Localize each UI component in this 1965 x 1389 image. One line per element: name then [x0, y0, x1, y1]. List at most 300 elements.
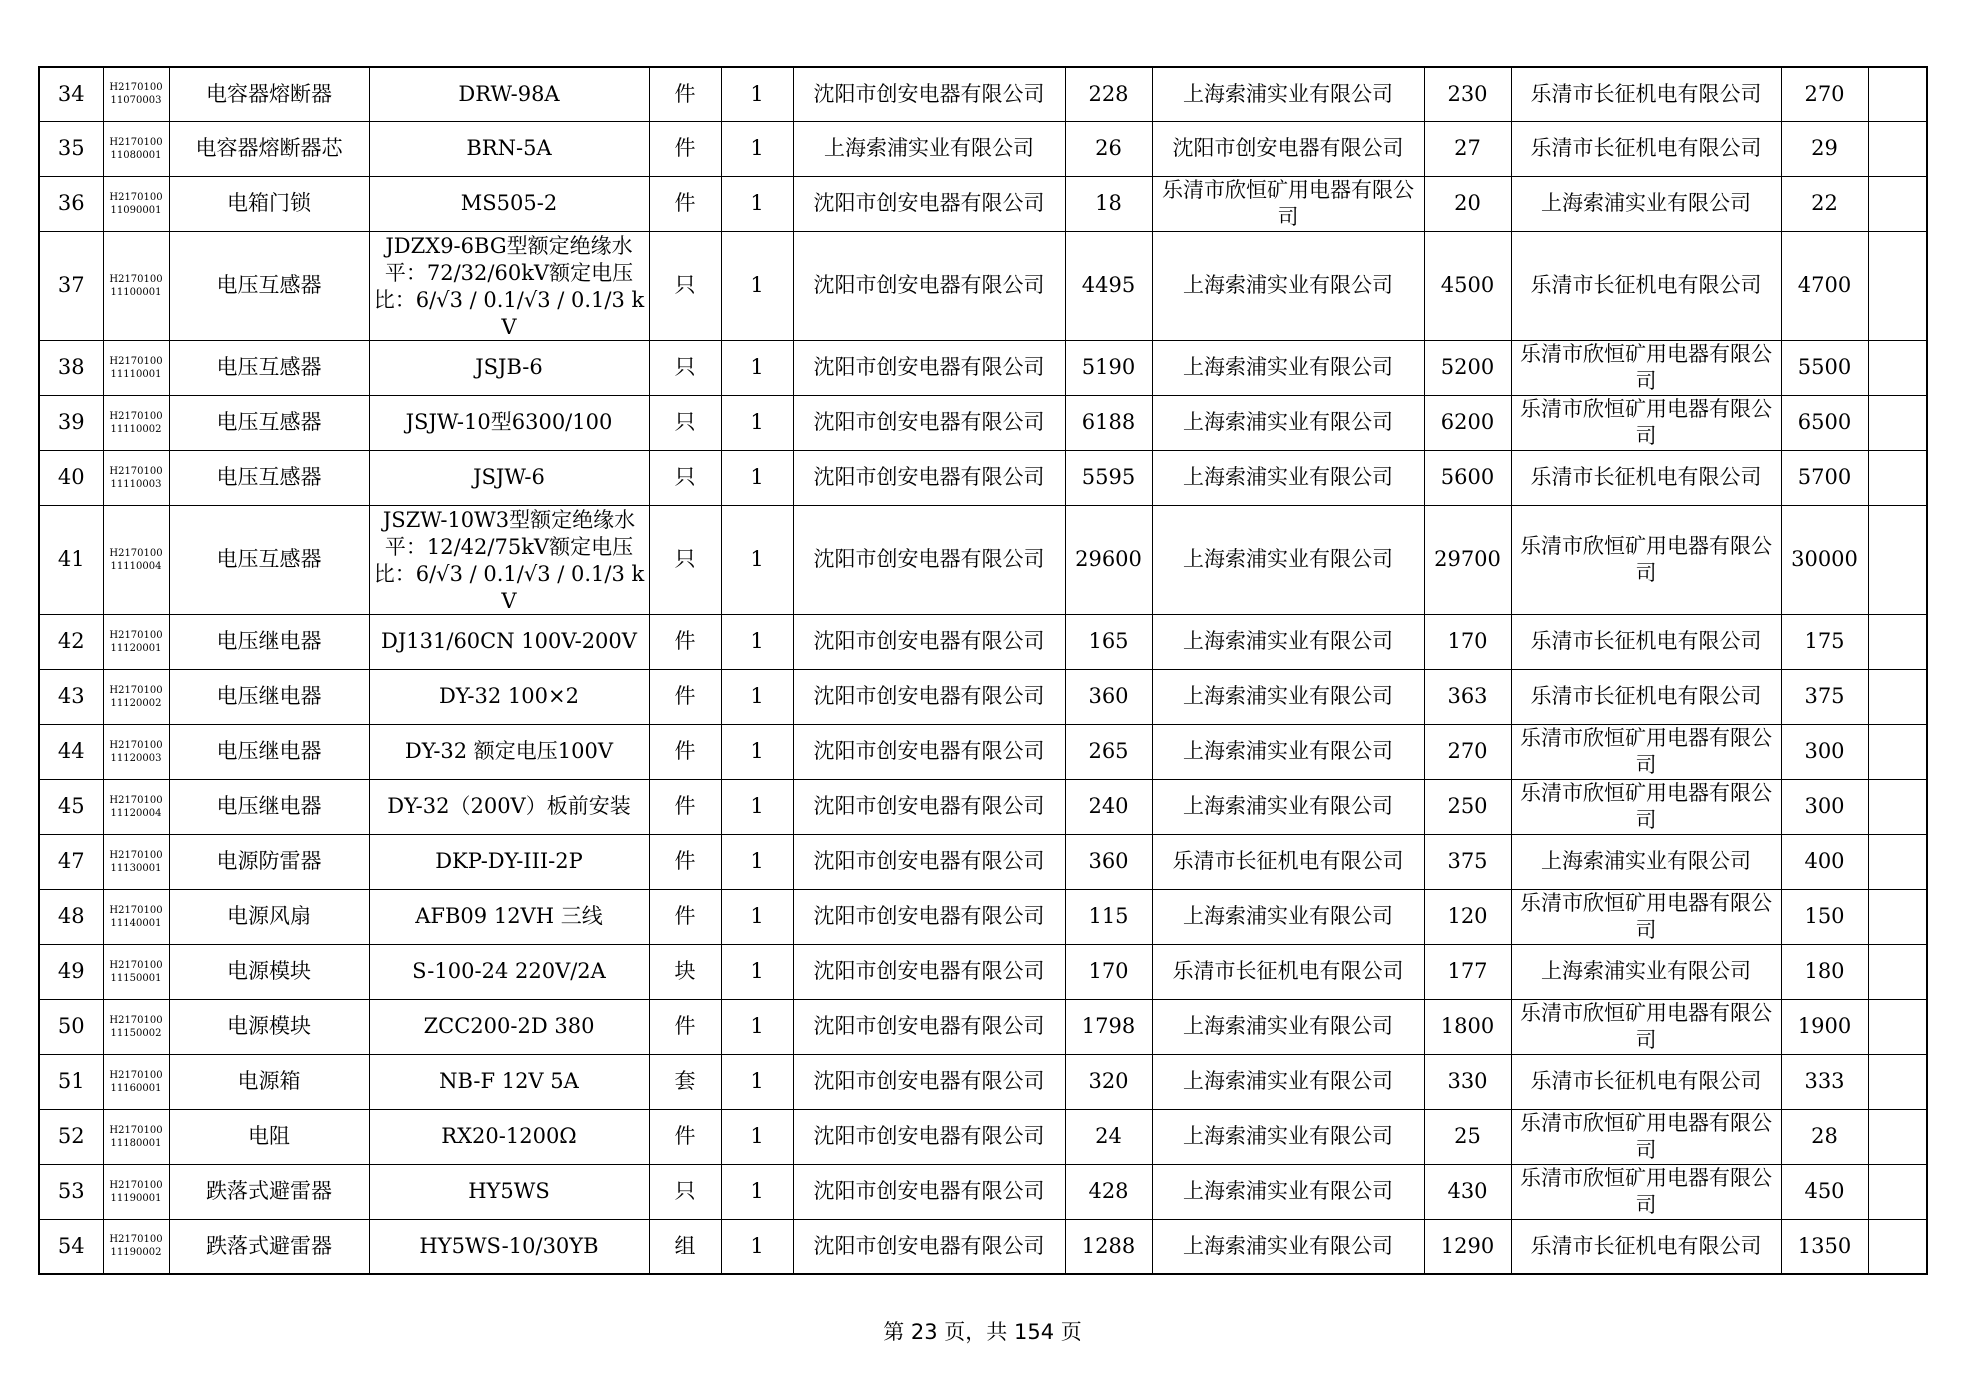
- supplier-3-cell: [1511, 505, 1781, 614]
- row-number-cell: [39, 231, 103, 340]
- remark-cell: [1868, 1054, 1927, 1109]
- price-1-cell: [1065, 999, 1152, 1054]
- price-3: 375: [1804, 684, 1845, 708]
- supplier-1-cell: [793, 340, 1065, 395]
- supplier-3-cell: [1511, 395, 1781, 450]
- price-3: 450: [1804, 1179, 1845, 1203]
- supplier-3: 乐清市欣恒矿用电器有限公司: [1520, 890, 1772, 942]
- supplier-1-cell: [793, 779, 1065, 834]
- row-number: 39: [57, 410, 85, 434]
- supplier-2: 乐清市长征机电有限公司: [1172, 959, 1404, 983]
- table-row: [39, 340, 1927, 395]
- remark-cell: [1868, 176, 1927, 231]
- supplier-1: 沈阳市创安电器有限公司: [813, 684, 1045, 708]
- item-unit: 件: [674, 684, 696, 708]
- item-unit: 件: [674, 136, 696, 160]
- supplier-3: 乐清市长征机电有限公司: [1530, 81, 1762, 106]
- supplier-1: 沈阳市创安电器有限公司: [813, 273, 1045, 297]
- price-3-cell: [1781, 724, 1868, 779]
- item-spec-cell: [369, 999, 649, 1054]
- row-number: 53: [57, 1179, 85, 1203]
- row-number-cell: [39, 340, 103, 395]
- row-number: 49: [57, 959, 85, 983]
- remark-cell: [1868, 231, 1927, 340]
- supplier-1-cell: [793, 395, 1065, 450]
- item-quantity: 1: [750, 849, 764, 873]
- supplier-1-cell: [793, 834, 1065, 889]
- price-1: 29600: [1075, 547, 1142, 571]
- table-row: [39, 231, 1927, 340]
- table-row: [39, 779, 1927, 834]
- supplier-2-cell: [1152, 395, 1424, 450]
- supplier-1-cell: [793, 1109, 1065, 1164]
- item-spec: DY-32（200V）板前安装: [387, 794, 631, 818]
- item-quantity-cell: [721, 889, 793, 944]
- supplier-3-cell: [1511, 1164, 1781, 1219]
- supplier-1-cell: [793, 505, 1065, 614]
- supplier-2-cell: [1152, 999, 1424, 1054]
- item-spec-cell: [369, 176, 649, 231]
- supplier-2: 上海索浦实业有限公司: [1183, 410, 1393, 434]
- remark-cell: [1868, 669, 1927, 724]
- price-3: 400: [1804, 849, 1845, 873]
- supplier-2: 上海索浦实业有限公司: [1183, 1233, 1393, 1258]
- price-2: 430: [1447, 1179, 1488, 1203]
- price-3: 270: [1804, 81, 1845, 106]
- material-code: H2170100 11120002: [109, 684, 163, 709]
- supplier-3-cell: [1511, 340, 1781, 395]
- supplier-1-cell: [793, 1164, 1065, 1219]
- item-name-cell: [169, 614, 369, 669]
- item-spec-cell: [369, 944, 649, 999]
- price-1-cell: [1065, 340, 1152, 395]
- price-2: 177: [1447, 959, 1488, 983]
- item-quantity-cell: [721, 1219, 793, 1274]
- supplier-2-cell: [1152, 340, 1424, 395]
- item-name-cell: [169, 395, 369, 450]
- supplier-3-cell: [1511, 67, 1781, 121]
- item-spec: S-100-24 220V/2A: [412, 959, 606, 983]
- item-quantity-cell: [721, 176, 793, 231]
- item-unit-cell: [649, 1164, 721, 1219]
- supplier-3-cell: [1511, 889, 1781, 944]
- material-code: H2170100 11090001: [109, 191, 163, 216]
- item-spec: DJ131/60CN 100V-200V: [381, 629, 637, 653]
- item-name: 电压互感器: [216, 273, 322, 297]
- material-code-cell: [103, 669, 169, 724]
- price-1-cell: [1065, 1109, 1152, 1164]
- item-name: 跌落式避雷器: [206, 1179, 332, 1203]
- price-2-cell: [1424, 669, 1511, 724]
- material-code: H2170100 11110004: [109, 547, 163, 572]
- item-unit: 件: [674, 849, 696, 873]
- price-2-cell: [1424, 231, 1511, 340]
- supplier-2: 上海索浦实业有限公司: [1183, 794, 1393, 818]
- item-unit-cell: [649, 724, 721, 779]
- material-code-cell: [103, 1054, 169, 1109]
- price-3: 5500: [1797, 355, 1852, 379]
- price-2-cell: [1424, 505, 1511, 614]
- material-code: H2170100 11080001: [109, 136, 163, 161]
- item-unit: 套: [674, 1069, 696, 1093]
- item-unit: 只: [674, 547, 696, 571]
- price-1: 26: [1095, 136, 1122, 160]
- price-1: 228: [1088, 81, 1129, 106]
- row-number-cell: [39, 395, 103, 450]
- supplier-3-cell: [1511, 779, 1781, 834]
- item-spec: JSJB-6: [475, 355, 543, 379]
- material-code: H2170100 11110002: [109, 410, 163, 435]
- remark-cell: [1868, 1109, 1927, 1164]
- row-number: 47: [57, 849, 85, 873]
- price-1: 1798: [1081, 1014, 1136, 1038]
- item-unit-cell: [649, 1219, 721, 1274]
- item-unit-cell: [649, 614, 721, 669]
- price-2-cell: [1424, 67, 1511, 121]
- item-name: 电压互感器: [216, 465, 322, 489]
- material-code-cell: [103, 450, 169, 505]
- price-1-cell: [1065, 889, 1152, 944]
- supplier-3-cell: [1511, 1109, 1781, 1164]
- supplier-2-cell: [1152, 1054, 1424, 1109]
- item-name: 电源防雷器: [216, 849, 322, 873]
- item-name: 电压继电器: [216, 629, 322, 653]
- supplier-3: 乐清市欣恒矿用电器有限公司: [1520, 396, 1772, 448]
- row-number-cell: [39, 1109, 103, 1164]
- supplier-3: 上海索浦实业有限公司: [1541, 849, 1751, 873]
- material-code: H2170100 11130001: [109, 849, 163, 874]
- material-code-cell: [103, 779, 169, 834]
- row-number: 36: [57, 191, 85, 215]
- row-number-cell: [39, 779, 103, 834]
- price-3: 180: [1804, 959, 1845, 983]
- item-unit-cell: [649, 395, 721, 450]
- item-name: 电压互感器: [216, 410, 322, 434]
- item-name-cell: [169, 505, 369, 614]
- price-3-cell: [1781, 834, 1868, 889]
- supplier-3-cell: [1511, 450, 1781, 505]
- supplier-3: 乐清市欣恒矿用电器有限公司: [1520, 1000, 1772, 1052]
- item-unit: 只: [674, 1179, 696, 1203]
- price-3: 29: [1811, 136, 1838, 160]
- price-2-cell: [1424, 450, 1511, 505]
- price-3-cell: [1781, 614, 1868, 669]
- supplier-3: 乐清市长征机电有限公司: [1530, 629, 1762, 653]
- supplier-1-cell: [793, 889, 1065, 944]
- item-spec: DRW-98A: [458, 81, 560, 106]
- row-number-cell: [39, 450, 103, 505]
- price-1-cell: [1065, 944, 1152, 999]
- price-3: 333: [1804, 1069, 1845, 1093]
- item-unit: 只: [674, 355, 696, 379]
- item-spec-cell: [369, 834, 649, 889]
- supplier-2-cell: [1152, 614, 1424, 669]
- item-unit: 件: [674, 794, 696, 818]
- item-name-cell: [169, 340, 369, 395]
- item-spec-cell: [369, 395, 649, 450]
- price-1-cell: [1065, 176, 1152, 231]
- item-unit: 件: [674, 739, 696, 763]
- supplier-2: 上海索浦实业有限公司: [1183, 739, 1393, 763]
- item-quantity: 1: [750, 136, 764, 160]
- price-2-cell: [1424, 340, 1511, 395]
- supplier-3: 乐清市欣恒矿用电器有限公司: [1520, 1110, 1772, 1162]
- supplier-3: 乐清市欣恒矿用电器有限公司: [1520, 780, 1772, 832]
- item-spec: JSZW-10W3型额定绝缘水平：12/42/75kV额定电压比：6/√3 / 0.1/√3 / 0.1/3 kV: [373, 507, 645, 613]
- supplier-3: 上海索浦实业有限公司: [1541, 959, 1751, 983]
- table-row: [39, 395, 1927, 450]
- item-quantity-cell: [721, 505, 793, 614]
- price-1: 170: [1088, 959, 1129, 983]
- table-row: [39, 1164, 1927, 1219]
- supplier-2-cell: [1152, 505, 1424, 614]
- supplier-2: 上海索浦实业有限公司: [1183, 355, 1393, 379]
- item-unit: 只: [674, 410, 696, 434]
- price-2: 250: [1447, 794, 1488, 818]
- price-2-cell: [1424, 176, 1511, 231]
- supplier-3: 乐清市欣恒矿用电器有限公司: [1520, 725, 1772, 777]
- supplier-2-cell: [1152, 67, 1424, 121]
- price-1: 4495: [1081, 273, 1136, 297]
- table-body: [39, 67, 1927, 1274]
- item-name-cell: [169, 724, 369, 779]
- item-spec-cell: [369, 1219, 649, 1274]
- item-name: 电压互感器: [216, 547, 322, 571]
- row-number: 42: [57, 629, 85, 653]
- price-2: 5200: [1440, 355, 1495, 379]
- item-spec: RX20-1200Ω: [441, 1124, 577, 1148]
- material-code: H2170100 11100001: [109, 273, 163, 298]
- item-spec: HY5WS: [468, 1179, 550, 1203]
- item-quantity: 1: [750, 1069, 764, 1093]
- item-spec-cell: [369, 614, 649, 669]
- table-row: [39, 1109, 1927, 1164]
- material-code-cell: [103, 67, 169, 121]
- price-3-cell: [1781, 67, 1868, 121]
- price-2-cell: [1424, 889, 1511, 944]
- price-1-cell: [1065, 231, 1152, 340]
- remark-cell: [1868, 121, 1927, 176]
- item-unit-cell: [649, 669, 721, 724]
- item-unit-cell: [649, 944, 721, 999]
- supplier-1: 沈阳市创安电器有限公司: [813, 794, 1045, 818]
- row-number: 37: [57, 273, 85, 297]
- table-row: [39, 889, 1927, 944]
- item-unit: 只: [674, 273, 696, 297]
- price-3-cell: [1781, 1164, 1868, 1219]
- item-spec: JSJW-10型6300/100: [405, 410, 613, 434]
- supplier-3: 乐清市欣恒矿用电器有限公司: [1520, 1165, 1772, 1217]
- item-unit-cell: [649, 834, 721, 889]
- item-quantity: 1: [750, 684, 764, 708]
- supplier-2: 上海索浦实业有限公司: [1183, 904, 1393, 928]
- price-3: 300: [1804, 739, 1845, 763]
- item-quantity-cell: [721, 67, 793, 121]
- price-2-cell: [1424, 944, 1511, 999]
- price-3-cell: [1781, 395, 1868, 450]
- price-1: 5595: [1081, 465, 1136, 489]
- material-code-cell: [103, 1219, 169, 1274]
- material-code-cell: [103, 834, 169, 889]
- item-quantity: 1: [750, 1124, 764, 1148]
- material-code: H2170100 11120004: [109, 794, 163, 819]
- price-3: 150: [1804, 904, 1845, 928]
- supplier-1-cell: [793, 999, 1065, 1054]
- price-3: 6500: [1797, 410, 1852, 434]
- item-name: 电源模块: [227, 1014, 311, 1038]
- item-quantity-cell: [721, 121, 793, 176]
- price-1: 24: [1095, 1124, 1122, 1148]
- page-number: 第 23 页，共 154 页: [883, 1320, 1082, 1344]
- item-unit-cell: [649, 340, 721, 395]
- material-code-cell: [103, 889, 169, 944]
- price-2: 375: [1447, 849, 1488, 873]
- supplier-1-cell: [793, 67, 1065, 121]
- supplier-3: 乐清市长征机电有限公司: [1530, 136, 1762, 160]
- supplier-2: 上海索浦实业有限公司: [1183, 1069, 1393, 1093]
- item-unit: 块: [674, 959, 696, 983]
- remark-cell: [1868, 505, 1927, 614]
- material-code-cell: [103, 724, 169, 779]
- price-1-cell: [1065, 505, 1152, 614]
- material-code-cell: [103, 395, 169, 450]
- table-row: [39, 505, 1927, 614]
- item-name-cell: [169, 1164, 369, 1219]
- item-spec: NB-F 12V 5A: [439, 1069, 579, 1093]
- material-code: H2170100 11150002: [109, 1014, 163, 1039]
- price-1: 5190: [1081, 355, 1136, 379]
- row-number: 45: [57, 794, 85, 818]
- item-spec-cell: [369, 67, 649, 121]
- material-code-cell: [103, 999, 169, 1054]
- remark-cell: [1868, 1164, 1927, 1219]
- supplier-2: 上海索浦实业有限公司: [1183, 547, 1393, 571]
- item-quantity: 1: [750, 629, 764, 653]
- item-name-cell: [169, 121, 369, 176]
- row-number: 51: [57, 1069, 85, 1093]
- item-unit: 件: [674, 1014, 696, 1038]
- item-name: 电源箱: [237, 1069, 301, 1093]
- table-row: [39, 121, 1927, 176]
- row-number-cell: [39, 176, 103, 231]
- item-name-cell: [169, 1054, 369, 1109]
- supplier-2-cell: [1152, 724, 1424, 779]
- supplier-1: 沈阳市创安电器有限公司: [813, 355, 1045, 379]
- price-3: 4700: [1797, 273, 1852, 297]
- material-code-cell: [103, 176, 169, 231]
- price-1: 320: [1088, 1069, 1129, 1093]
- item-spec-cell: [369, 669, 649, 724]
- item-spec-cell: [369, 1054, 649, 1109]
- supplier-1: 沈阳市创安电器有限公司: [813, 1069, 1045, 1093]
- row-number: 50: [57, 1014, 85, 1038]
- material-code-cell: [103, 944, 169, 999]
- item-spec-cell: [369, 1109, 649, 1164]
- table-row: [39, 944, 1927, 999]
- supplier-1: 沈阳市创安电器有限公司: [813, 191, 1045, 215]
- supplier-3: 乐清市长征机电有限公司: [1530, 465, 1762, 489]
- item-unit: 组: [674, 1233, 696, 1258]
- item-quantity-cell: [721, 944, 793, 999]
- supplier-1-cell: [793, 614, 1065, 669]
- item-spec-cell: [369, 889, 649, 944]
- item-name-cell: [169, 1219, 369, 1274]
- item-name-cell: [169, 779, 369, 834]
- item-spec: ZCC200-2D 380: [423, 1014, 595, 1038]
- supplier-2: 乐清市长征机电有限公司: [1172, 849, 1404, 873]
- supplier-3: 乐清市长征机电有限公司: [1530, 1069, 1762, 1093]
- price-2-cell: [1424, 395, 1511, 450]
- table-row: [39, 176, 1927, 231]
- price-1: 6188: [1081, 410, 1136, 434]
- supplier-3-cell: [1511, 121, 1781, 176]
- table-row: [39, 67, 1927, 121]
- supplier-2-cell: [1152, 1109, 1424, 1164]
- item-spec: MS505-2: [460, 191, 558, 215]
- item-quantity-cell: [721, 395, 793, 450]
- item-quantity: 1: [750, 410, 764, 434]
- price-2-cell: [1424, 614, 1511, 669]
- supplier-2-cell: [1152, 1219, 1424, 1274]
- price-3-cell: [1781, 889, 1868, 944]
- item-name: 电容器熔断器: [206, 81, 332, 106]
- supplier-1-cell: [793, 176, 1065, 231]
- row-number-cell: [39, 944, 103, 999]
- price-3-cell: [1781, 779, 1868, 834]
- price-2: 230: [1447, 81, 1488, 106]
- item-quantity-cell: [721, 834, 793, 889]
- supplier-1-cell: [793, 121, 1065, 176]
- price-comparison-table: [38, 66, 1928, 1275]
- item-unit: 件: [674, 904, 696, 928]
- item-quantity: 1: [750, 959, 764, 983]
- supplier-3: 乐清市欣恒矿用电器有限公司: [1520, 341, 1772, 393]
- price-2-cell: [1424, 724, 1511, 779]
- supplier-3-cell: [1511, 231, 1781, 340]
- supplier-1-cell: [793, 231, 1065, 340]
- page-footer: [0, 1316, 1965, 1346]
- table-row: [39, 614, 1927, 669]
- supplier-1: 沈阳市创安电器有限公司: [813, 959, 1045, 983]
- price-1-cell: [1065, 1054, 1152, 1109]
- price-2: 363: [1447, 684, 1488, 708]
- item-name-cell: [169, 1109, 369, 1164]
- price-2: 5600: [1440, 465, 1495, 489]
- supplier-2: 上海索浦实业有限公司: [1183, 273, 1393, 297]
- supplier-3-cell: [1511, 614, 1781, 669]
- item-unit-cell: [649, 121, 721, 176]
- price-1: 115: [1088, 904, 1129, 928]
- supplier-1: 沈阳市创安电器有限公司: [813, 410, 1045, 434]
- item-spec-cell: [369, 340, 649, 395]
- price-3-cell: [1781, 1109, 1868, 1164]
- item-spec: DKP-DY-III-2P: [435, 849, 583, 873]
- price-2: 20: [1454, 191, 1481, 215]
- price-1-cell: [1065, 1164, 1152, 1219]
- price-3-cell: [1781, 999, 1868, 1054]
- supplier-2-cell: [1152, 121, 1424, 176]
- price-3-cell: [1781, 176, 1868, 231]
- price-3: 5700: [1797, 465, 1852, 489]
- price-1: 265: [1088, 739, 1129, 763]
- price-3: 175: [1804, 629, 1845, 653]
- item-name-cell: [169, 889, 369, 944]
- item-spec-cell: [369, 450, 649, 505]
- row-number-cell: [39, 67, 103, 121]
- remark-cell: [1868, 999, 1927, 1054]
- material-code-cell: [103, 121, 169, 176]
- item-spec: DY-32 100×2: [439, 684, 579, 708]
